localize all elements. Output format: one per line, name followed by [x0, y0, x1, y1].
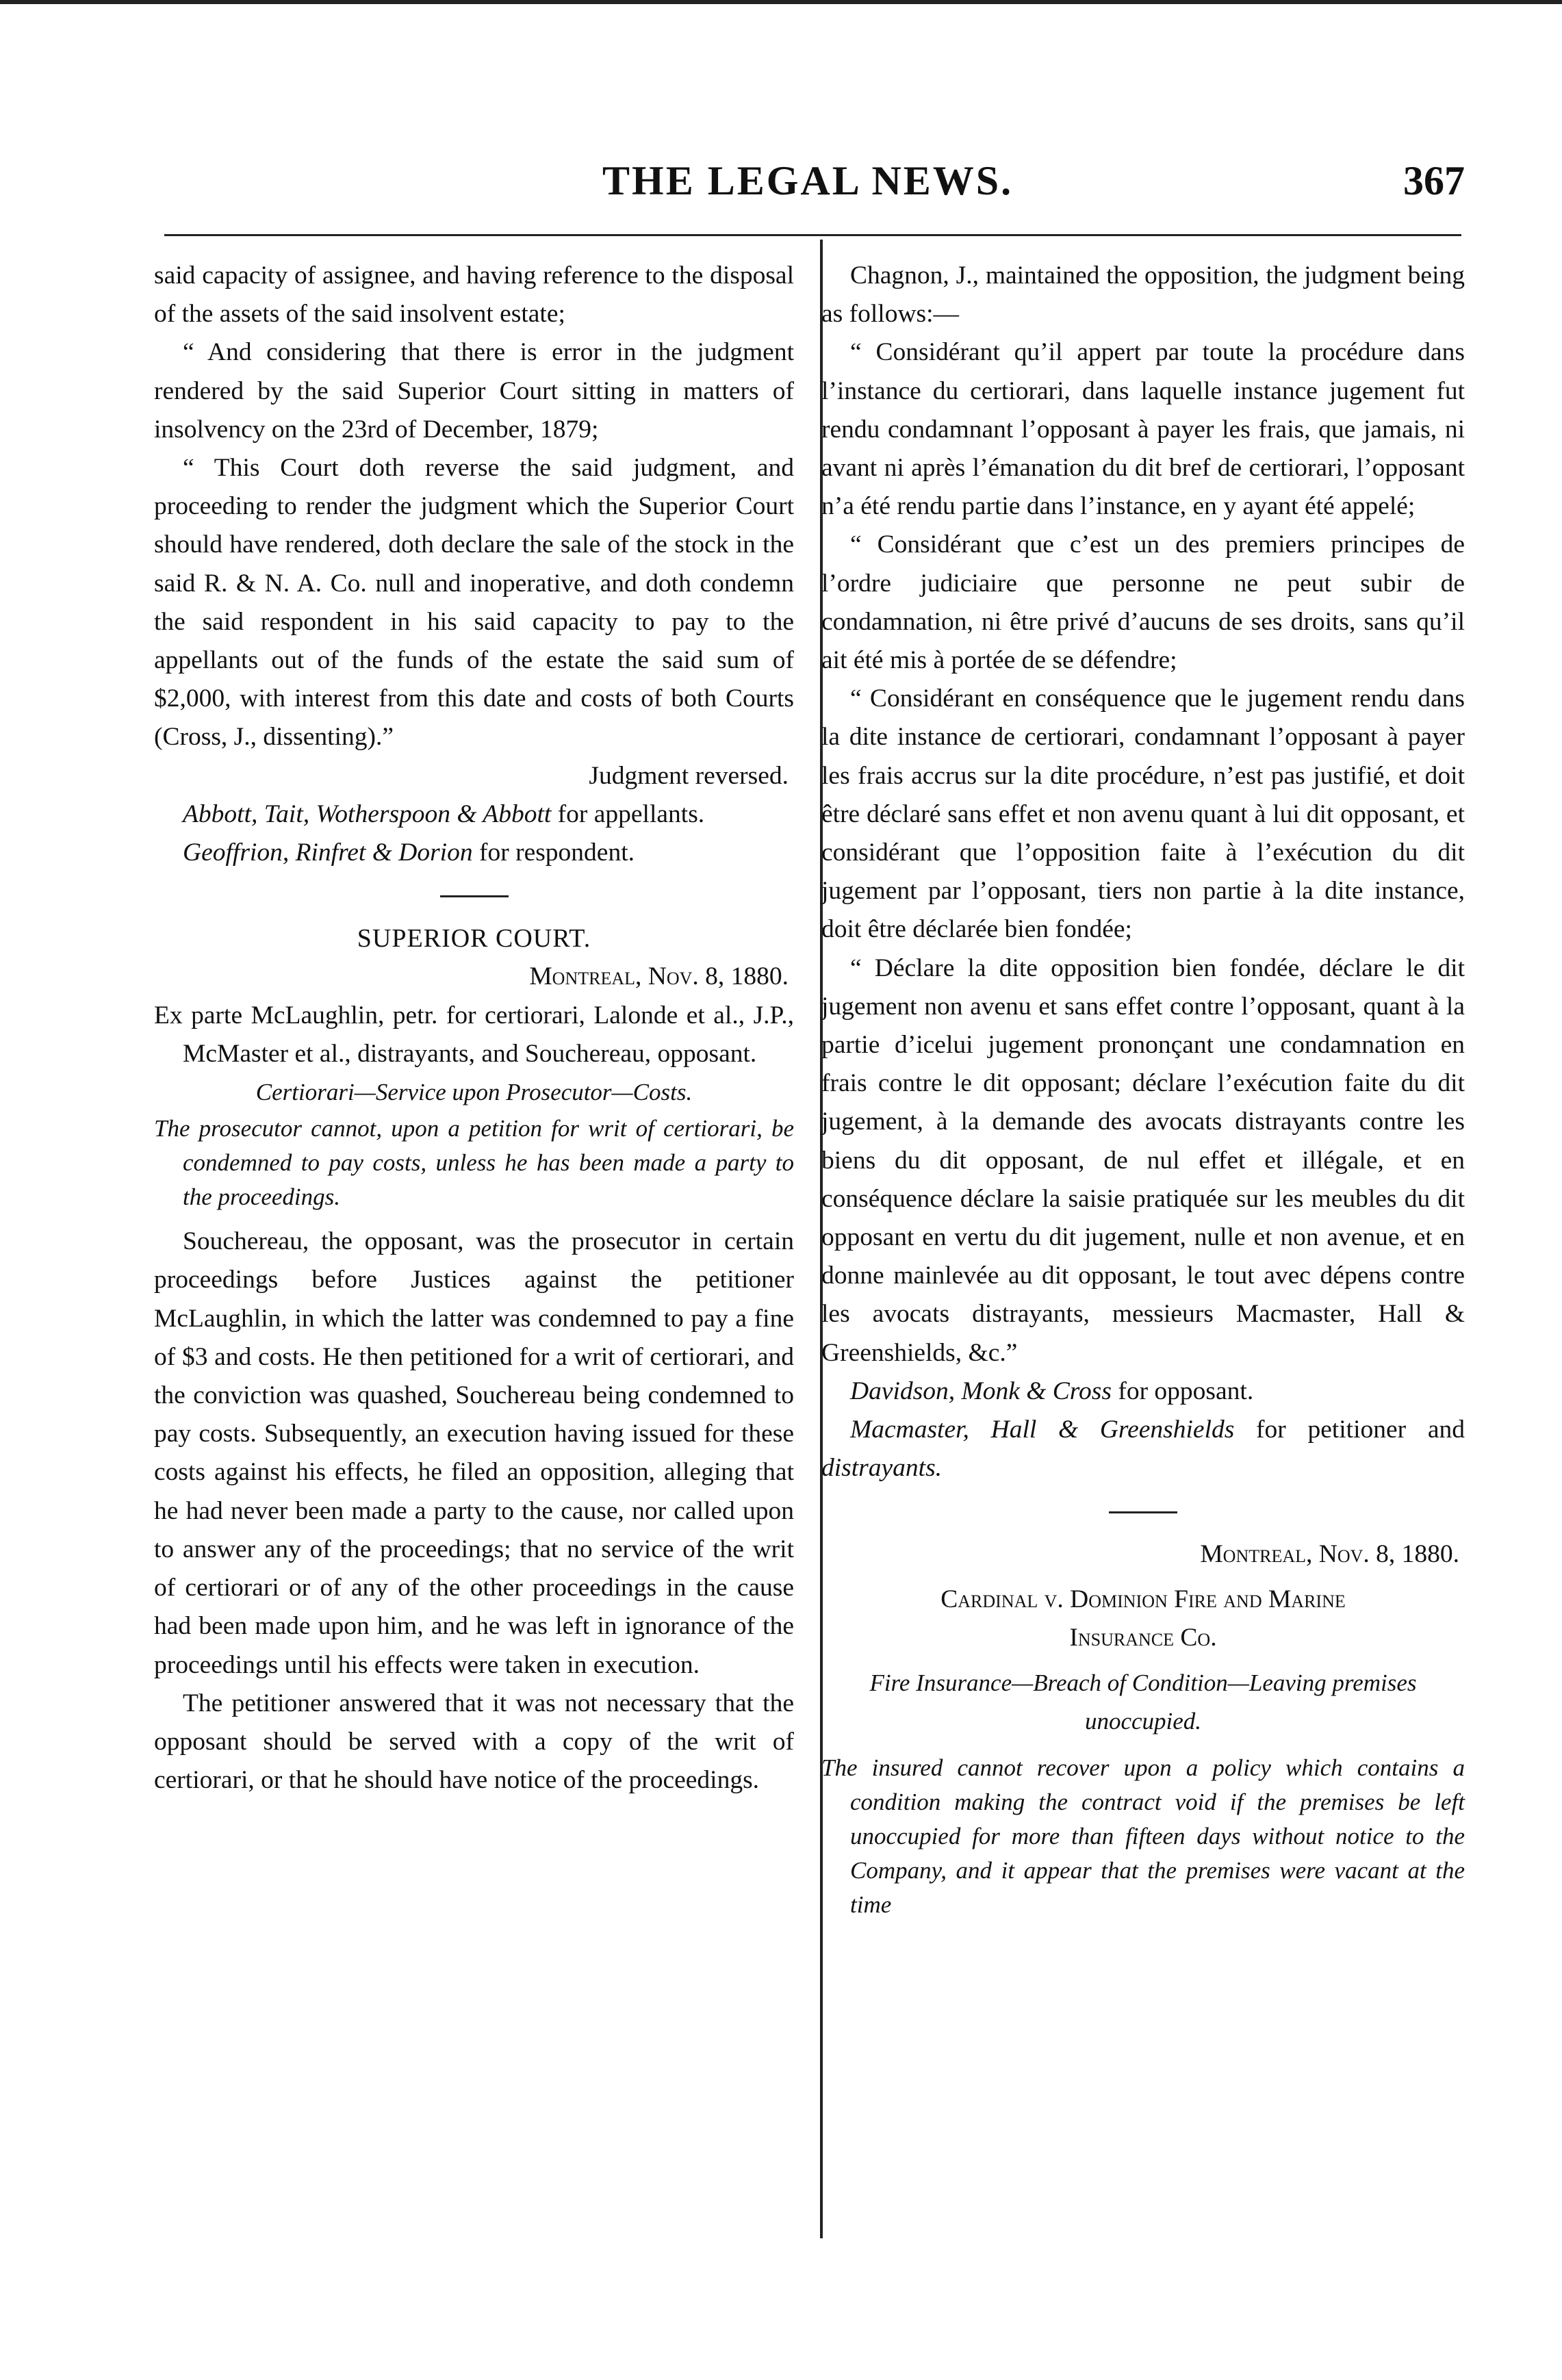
section-rule [440, 895, 509, 897]
running-title: THE LEGAL NEWS. [602, 158, 1014, 203]
counsel-names: Davidson, Monk & Cross [850, 1377, 1112, 1405]
counsel-names: Geoffrion, Rinfret & Dorion [183, 839, 473, 867]
judgment-line: Judgment reversed. [589, 761, 789, 790]
left-column [154, 257, 794, 1800]
paragraph: said capacity of assignee, and having reference to the disposal of the assets of the said insolvent estate; [154, 261, 794, 329]
counsel-opposant [821, 1372, 1465, 1411]
paragraph: Souchereau, the opposant, was the prosecutor in certain proceedings before Justices against the petitioner McLaughlin, in which the latter was condemned to pay a fine of $3 and costs. He then petitioned for a writ of certiorari, and the conviction was quashed, Souchereau being condemned to pay costs. Subsequently, an execution having issued for these costs against his effects, he filed an opposition, alleging that he had never been made a party to the cause, nor called upon to answer any of the proceedings; that no service of the writ of certiorari or of any of the other proceedings in the cause had been made upon him, and he was left in ignorance of the proceedings until his effects were taken in execution. [154, 1227, 794, 1679]
case-subject: Certiorari—Service upon Prosecutor—Costs. [255, 1079, 693, 1106]
paragraph: “ Considérant qu’il appert par toute la procédure dans l’instance du certiorari, dans laquelle instance jugement fut rendu condamnant l’opposant à payer les frais, que jamais, ni avant ni après l’émanation du dit bref de certiorari, l’opposant n’a été rendu partie dans l’instance, en y ayant été appelé; [821, 338, 1465, 521]
counsel-role-italic: distrayants. [821, 1454, 943, 1483]
page-header [0, 157, 1562, 219]
counsel-role: for respondent. [472, 839, 635, 867]
case-parties: Ex parte McLaughlin, petr. for certiorari, Lalonde et al., J.P., McMaster et al., distrayants, and Souchereau, opposant. [154, 1001, 794, 1068]
right-column [821, 257, 1465, 1922]
case-subject: Fire Insurance—Breach of Condition—Leaving premises unoccupied. [869, 1669, 1417, 1735]
paragraph: “ Considérant que c’est un des premiers principes de l’ordre judiciaire que personne ne peut subir de condamnation, ni être privé d’aucuns de ses droits, sans qu’il ait été mis à portée de se défendre; [821, 530, 1465, 675]
headnote-text: The prosecutor cannot, upon a petition for writ of certiorari, be condemned to pay costs, unless he has been made a party to the proceedings. [154, 1115, 794, 1211]
counsel-appellants [154, 795, 794, 834]
scan-top-border [0, 0, 1562, 4]
counsel-petitioner [821, 1411, 1465, 1487]
case-parties: Cardinal v. Dominion Fire and Marine [940, 1585, 1346, 1613]
counsel-role: for opposant. [1111, 1377, 1254, 1405]
right-column-inner [821, 257, 1465, 1922]
paragraph: “ Déclare la dite opposition bien fondée, déclare le dit jugement non avenu et sans effet contre l’opposant, quant à la partie d’icelui jugement prononçant une condamnation en frais contre le dit opposant; déclare l’exécution faite du dit jugement, à la demande des avocats distrayants contre les biens du dit opposant, de nul effet et illégale, et en conséquence déclare la saisie pratiquée sur les meubles du dit opposant en vertu du dit jugement, nulle et non avenue, et en donne mainlevée au dit opposant, le tout avec dépens contre les avocats distrayants, messieurs Macmaster, Hall & Greenshields, &c.” [821, 954, 1465, 1367]
paragraph: The petitioner answered that it was not necessary that the opposant should be served with a copy of the writ of certiorari, or that he should have notice of the proceedings. [154, 1689, 794, 1795]
counsel-role: for petitioner and [1234, 1416, 1465, 1444]
paragraph: “ Considérant en conséquence que le jugement rendu dans la dite instance de certiorari, condamnant l’opposant à payer les frais accrus sur la dite procédure, n’est pas justifié, et doit être déclaré sans effet et non avenu quant à lui dit opposant, et considérant que l’opposition faite à l’exécution du dit jugement par l’opposant, tiers non partie à la dite instance, doit être déclarée bien fondée; [821, 684, 1465, 944]
court-heading: SUPERIOR COURT. [357, 924, 591, 954]
case-parties-continued: Insurance Co. [1069, 1623, 1217, 1652]
date-line: Montreal, Nov. 8, 1880. [529, 962, 789, 991]
counsel-respondent [154, 834, 794, 872]
counsel-names: Abbott, Tait, Wotherspoon & Abbott [183, 799, 552, 828]
headnote-text: The insured cannot recover upon a policy which contains a condition making the contract void if the premises be left unoccupied for more than fifteen days without notice to the Company, and it appear that the premises were vacant at the time [821, 1754, 1465, 1918]
counsel-names: Macmaster, Hall & Greenshields [850, 1416, 1235, 1444]
section-rule [1109, 1511, 1177, 1513]
headnote [154, 1112, 794, 1214]
paragraph: Chagnon, J., maintained the opposition, the judgment being as follows:— [821, 261, 1465, 329]
counsel-role: for appellants. [551, 799, 705, 828]
headnote [821, 1751, 1465, 1922]
spacer [154, 1214, 794, 1223]
header-rule [164, 234, 1461, 236]
paragraph: “ And considering that there is error in the judgment rendered by the said Superior Court sitting in matters of insolvency on the 23rd of December, 1879; [154, 338, 794, 444]
paragraph: “ This Court doth reverse the said judgment, and proceeding to render the judgment which the Superior Court should have rendered, doth declare the sale of the stock in the said R. & N. A. Co. null and inoperative, and doth condemn the said respondent in his said capacity to pay to the appellants out of the funds of the estate the said sum of $2,000, with interest from this date and costs of both Courts (Cross, J., dissenting).” [154, 454, 794, 752]
date-line: Montreal, Nov. 8, 1880. [1200, 1539, 1459, 1568]
page-number: 367 [1403, 158, 1465, 203]
